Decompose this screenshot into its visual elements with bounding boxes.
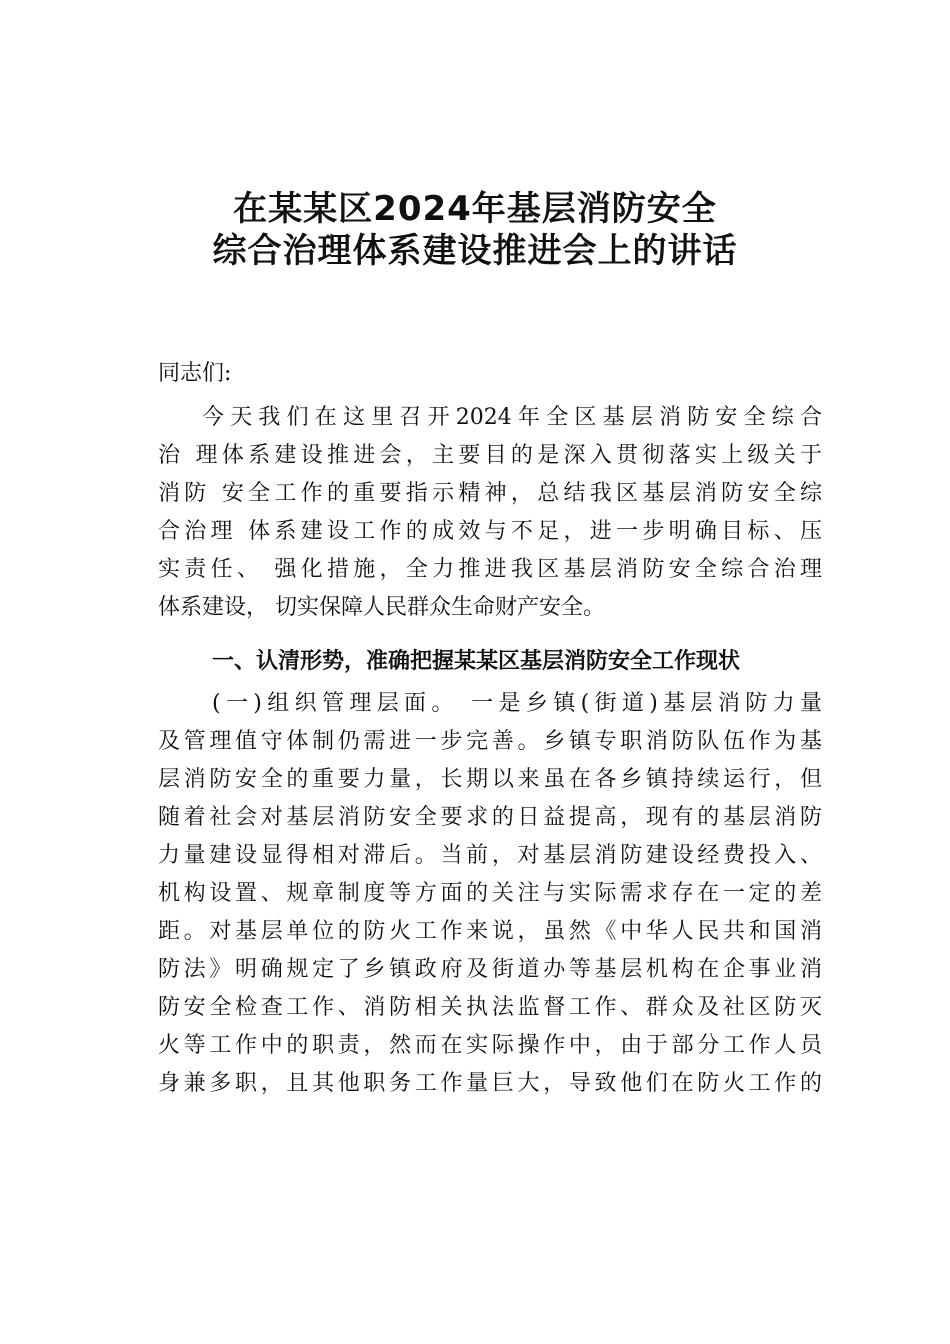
body-paragraph-line: 防安全检查工作、消防相关执法监督工作、群众及社区防灭 bbox=[158, 995, 822, 1020]
document-title-line-2: 综合治理体系建设推进会上的讲话 bbox=[212, 231, 738, 271]
salutation: 同志们: bbox=[158, 361, 232, 386]
intro-paragraph-line: 治 理体系建设推进会，主要目的是深入贯彻落实上级关于 bbox=[158, 443, 822, 468]
intro-paragraph-line: 今天我们在这里召开2024年全区基层消防安全综合 bbox=[202, 405, 822, 430]
intro-paragraph-line: 实责任、 强化措施，全力推进我区基层消防安全综合治理 bbox=[158, 557, 822, 582]
body-paragraph-line: 火等工作中的职责，然而在实际操作中，由于部分工作人员 bbox=[158, 1033, 822, 1058]
body-paragraph-line: 层消防安全的重要力量，长期以来虽在各乡镇持续运行，但 bbox=[158, 767, 822, 792]
body-paragraph-line: 随着社会对基层消防安全要求的日益提高，现有的基层消防 bbox=[158, 805, 822, 830]
section-heading: 一、认清形势，准确把握某某区基层消防安全工作现状 bbox=[212, 649, 741, 674]
body-paragraph-line: (一)组织管理层面。 一是乡镇(街道)基层消防力量 bbox=[212, 691, 822, 716]
body-paragraph-line: 身兼多职，且其他职务工作量巨大，导致他们在防火工作的 bbox=[158, 1071, 822, 1096]
document-title-line-1: 在某某区2024年基层消防安全 bbox=[233, 189, 717, 229]
intro-paragraph-line: 消防 安全工作的重要指示精神，总结我区基层消防安全综 bbox=[158, 481, 822, 506]
body-paragraph-line: 距。对基层单位的防火工作来说，虽然《中华人民共和国消 bbox=[158, 919, 822, 944]
body-paragraph-line: 机构设置、规章制度等方面的关注与实际需求存在一定的差 bbox=[158, 881, 822, 906]
body-paragraph-line: 及管理值守体制仍需进一步完善。乡镇专职消防队伍作为基 bbox=[158, 729, 822, 754]
body-paragraph-line: 防法》明确规定了乡镇政府及街道办等基层机构在企事业消 bbox=[158, 957, 822, 982]
intro-paragraph-line: 体系建设， 切实保障人民群众生命财产安全。 bbox=[158, 595, 605, 620]
intro-paragraph-line: 合治理 体系建设工作的成效与不足，进一步明确目标、压 bbox=[158, 519, 822, 544]
body-paragraph-line: 力量建设显得相对滞后。当前，对基层消防建设经费投入、 bbox=[158, 843, 822, 868]
